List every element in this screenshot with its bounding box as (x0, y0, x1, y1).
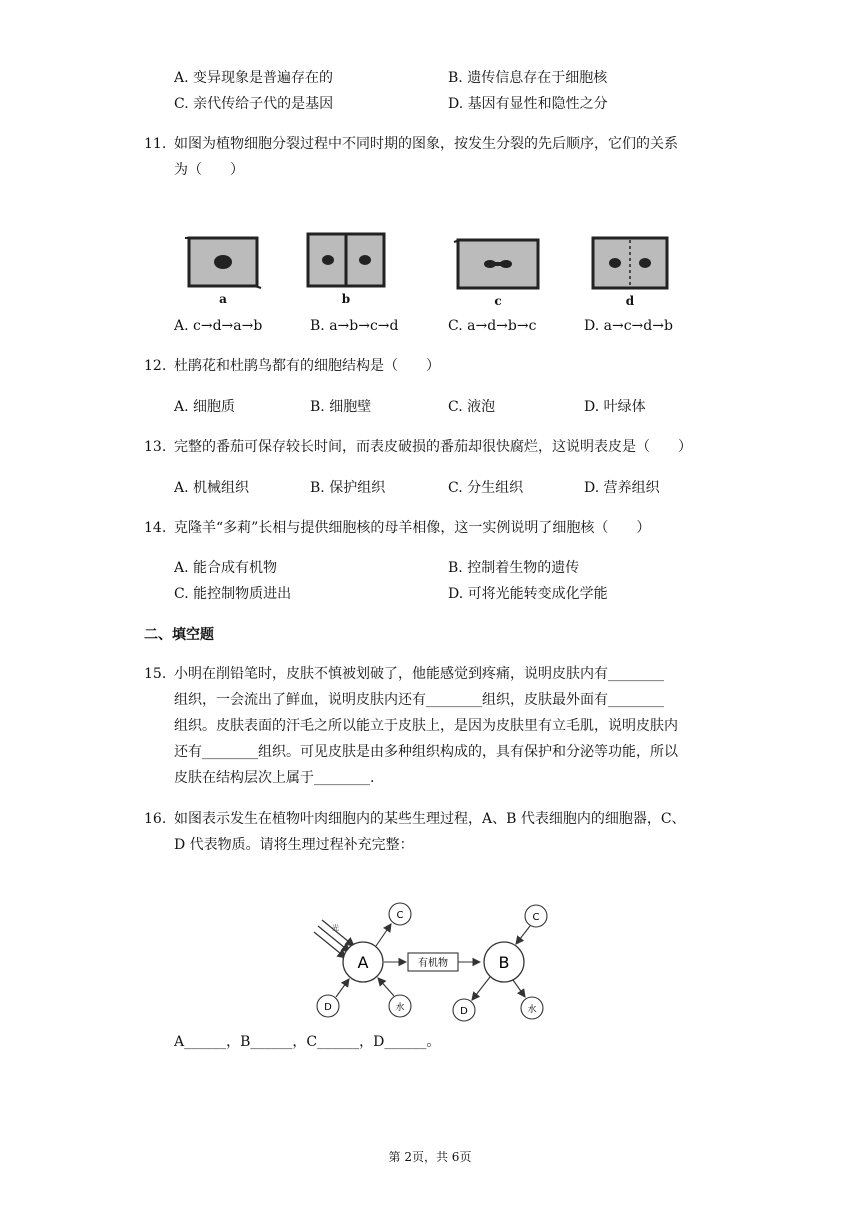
q13-option-c: C. 分生组织 (448, 480, 524, 496)
cell-figure-a (183, 234, 263, 306)
q14-option-c: C. 能控制物质进出 (174, 586, 292, 602)
q12-option-b: B. 细胞壁 (310, 399, 372, 415)
q11-option-b: B. a→b→c→d (310, 318, 399, 334)
q13-option-d: D. 营养组织 (584, 480, 660, 496)
q16-number: 16. (144, 811, 167, 827)
q11-option-d: D. a→c→d→b (584, 318, 673, 334)
q15-line-3: 组织。皮肤表面的汗毛之所以能立于皮肤上，是因为皮肤里有立毛肌，说明皮肤内 (174, 718, 678, 734)
q10-option-c: C. 亲代传给子代的是基因 (174, 96, 334, 112)
light-label: 光 (332, 924, 339, 932)
q15-line-1: 小明在削铅笔时，皮肤不慎被划破了，他能感觉到疼痛，说明皮肤内有________ (174, 666, 664, 682)
node-a-label: A (357, 953, 369, 972)
q16-answer-line: A______，B______，C______，D______。 (174, 1034, 441, 1050)
photosynthesis-respiration-diagram (306, 896, 566, 1032)
q12-option-c: C. 液泡 (448, 399, 496, 415)
cell-figure-b (304, 230, 388, 306)
q15-number: 15. (144, 666, 167, 682)
cell-label-c: c (494, 294, 502, 308)
node-d1-label: D (324, 1002, 332, 1013)
q11-option-a: A. c→d→a→b (174, 318, 263, 334)
q16-line-2: D 代表物质。请将生理过程补充完整： (174, 837, 414, 853)
section-title-fill-in: 二、填空题 (144, 627, 214, 643)
q11-option-c: C. a→d→b→c (448, 318, 537, 334)
q13-option-a: A. 机械组织 (174, 480, 250, 496)
q12-text: 杜鹃花和杜鹃鸟都有的细胞结构是（ ） (174, 358, 440, 374)
q10-option-d: D. 基因有显性和隐性之分 (448, 96, 608, 112)
q13-number: 13. (144, 439, 167, 455)
node-d2-label: D (460, 1006, 468, 1017)
cell-label-d: d (625, 294, 635, 308)
q16-line-1: 如图表示发生在植物叶肉细胞内的某些生理过程，A、B 代表细胞内的细胞器，C、 (174, 811, 686, 827)
q11-text-line1: 如图为植物细胞分裂过程中不同时期的图象，按发生分裂的先后顺序，它们的关系 (174, 136, 678, 152)
q11-number: 11. (144, 136, 167, 152)
node-c1-label: C (396, 910, 404, 921)
q14-option-b: B. 控制着生物的遗传 (448, 560, 580, 576)
q12-number: 12. (144, 358, 167, 374)
q12-option-a: A. 细胞质 (174, 399, 236, 415)
node-c2-label: C (532, 912, 540, 923)
cell-figure-c (452, 236, 544, 308)
node-b-label: B (498, 953, 510, 972)
q15-line-2: 组织，一会流出了鲜血，说明皮肤内还有________组织，皮肤最外面有________ (174, 692, 664, 708)
q15-line-5: 皮肤在结构层次上属于________. (174, 770, 375, 786)
cell-figure-d (587, 234, 673, 308)
q13-option-b: B. 保护组织 (310, 480, 386, 496)
q14-option-a: A. 能合成有机物 (174, 560, 278, 576)
q11-text-line2: 为（ ） (174, 162, 244, 178)
q15-line-4: 还有________组织。可见皮肤是由多种组织构成的，具有保护和分泌等功能，所以 (174, 744, 678, 760)
node-water2-label: 水 (527, 1005, 537, 1015)
cell-label-a: a (219, 292, 227, 306)
q14-option-d: D. 可将光能转变成化学能 (448, 586, 608, 602)
q14-text: 克隆羊“多莉”长相与提供细胞核的母羊相像，这一实例说明了细胞核（ ） (174, 520, 651, 536)
q12-option-d: D. 叶绿体 (584, 399, 646, 415)
q10-option-a: A. 变异现象是普遍存在的 (174, 70, 334, 86)
q14-number: 14. (144, 520, 167, 536)
organic-matter-label: 有机物 (418, 958, 448, 969)
cell-label-b: b (341, 292, 351, 306)
page-footer: 第 2页，共 6页 (388, 1150, 472, 1164)
q13-text: 完整的番茄可保存较长时间，而表皮破损的番茄却很快腐烂，这说明表皮是（ ） (174, 439, 692, 455)
node-water1-label: 水 (395, 1003, 405, 1013)
q10-option-b: B. 遗传信息存在于细胞核 (448, 70, 608, 86)
